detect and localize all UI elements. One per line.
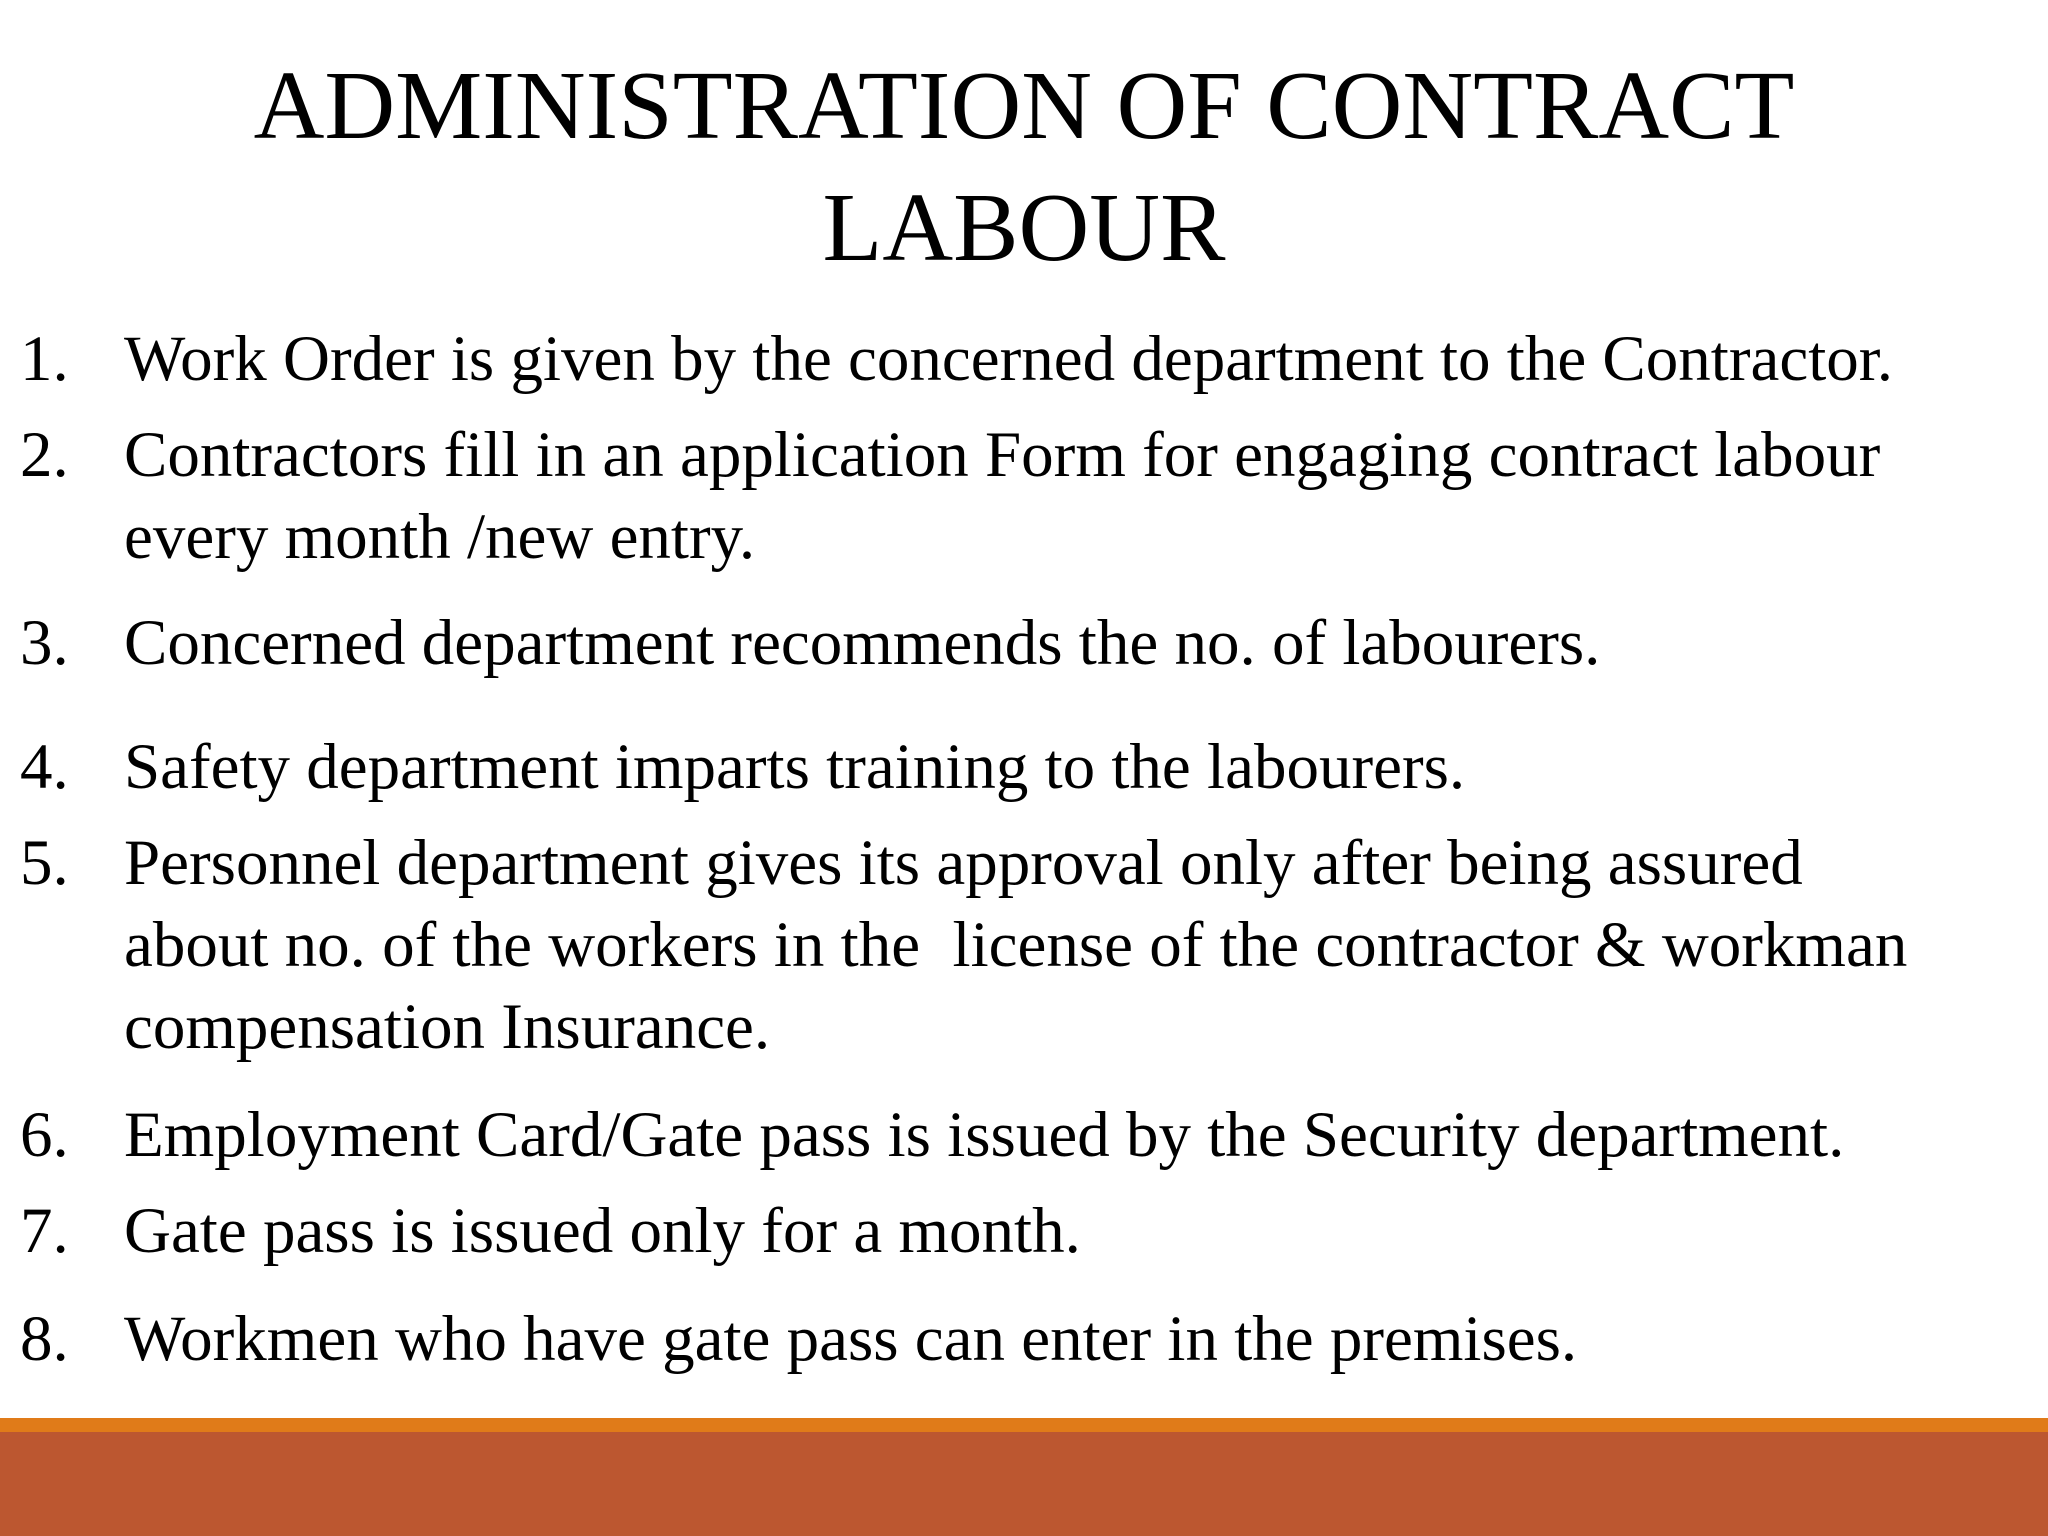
list-item-line: every month /new entry. xyxy=(124,501,756,573)
list-item-line: compensation Insurance. xyxy=(124,991,771,1063)
list-item-line: Employment Card/Gate pass is issued by the Security department. xyxy=(124,1099,1845,1171)
list-item-text xyxy=(124,1094,2044,1176)
list-item-line: Personnel department gives its approval only after being assured xyxy=(124,827,1803,899)
list-item-number: 2. xyxy=(20,419,69,491)
slide-title xyxy=(0,45,2048,289)
footer-accent-stripe xyxy=(0,1418,2048,1432)
list-item-line: about no. of the workers in the license of the contractor & workman xyxy=(124,909,1908,981)
list-item-text xyxy=(124,726,2044,808)
list-item-line: Workmen who have gate pass can enter in the premises. xyxy=(124,1303,1578,1375)
footer-band xyxy=(0,1432,2048,1536)
list-item-text xyxy=(124,1190,2044,1272)
slide-title-line-2: LABOUR xyxy=(822,174,1226,282)
slide-title-line-1: ADMINISTRATION OF CONTRACT xyxy=(253,52,1795,160)
list-item-number: 4. xyxy=(20,731,69,803)
list-item-number: 7. xyxy=(20,1195,69,1267)
list-item-text xyxy=(124,318,2044,400)
list-item-line: Gate pass is issued only for a month. xyxy=(124,1195,1081,1267)
list-item-number: 3. xyxy=(20,607,69,679)
list-item-number: 8. xyxy=(20,1303,69,1375)
list-item-text xyxy=(124,602,2044,684)
list-item-line: Contractors fill in an application Form for engaging contract labour xyxy=(124,419,1881,491)
list-item-text xyxy=(124,1298,2044,1380)
list-item-number: 5. xyxy=(20,827,69,899)
list-item-line: Safety department imparts training to the labourers. xyxy=(124,731,1466,803)
list-item-text xyxy=(124,414,2044,578)
list-item-number: 1. xyxy=(20,323,69,395)
list-item-line: Work Order is given by the concerned department to the Contractor. xyxy=(124,323,1894,395)
list-item-line: Concerned department recommends the no. of labourers. xyxy=(124,607,1601,679)
list-item-number: 6. xyxy=(20,1099,69,1171)
list-item-text xyxy=(124,822,2044,1068)
